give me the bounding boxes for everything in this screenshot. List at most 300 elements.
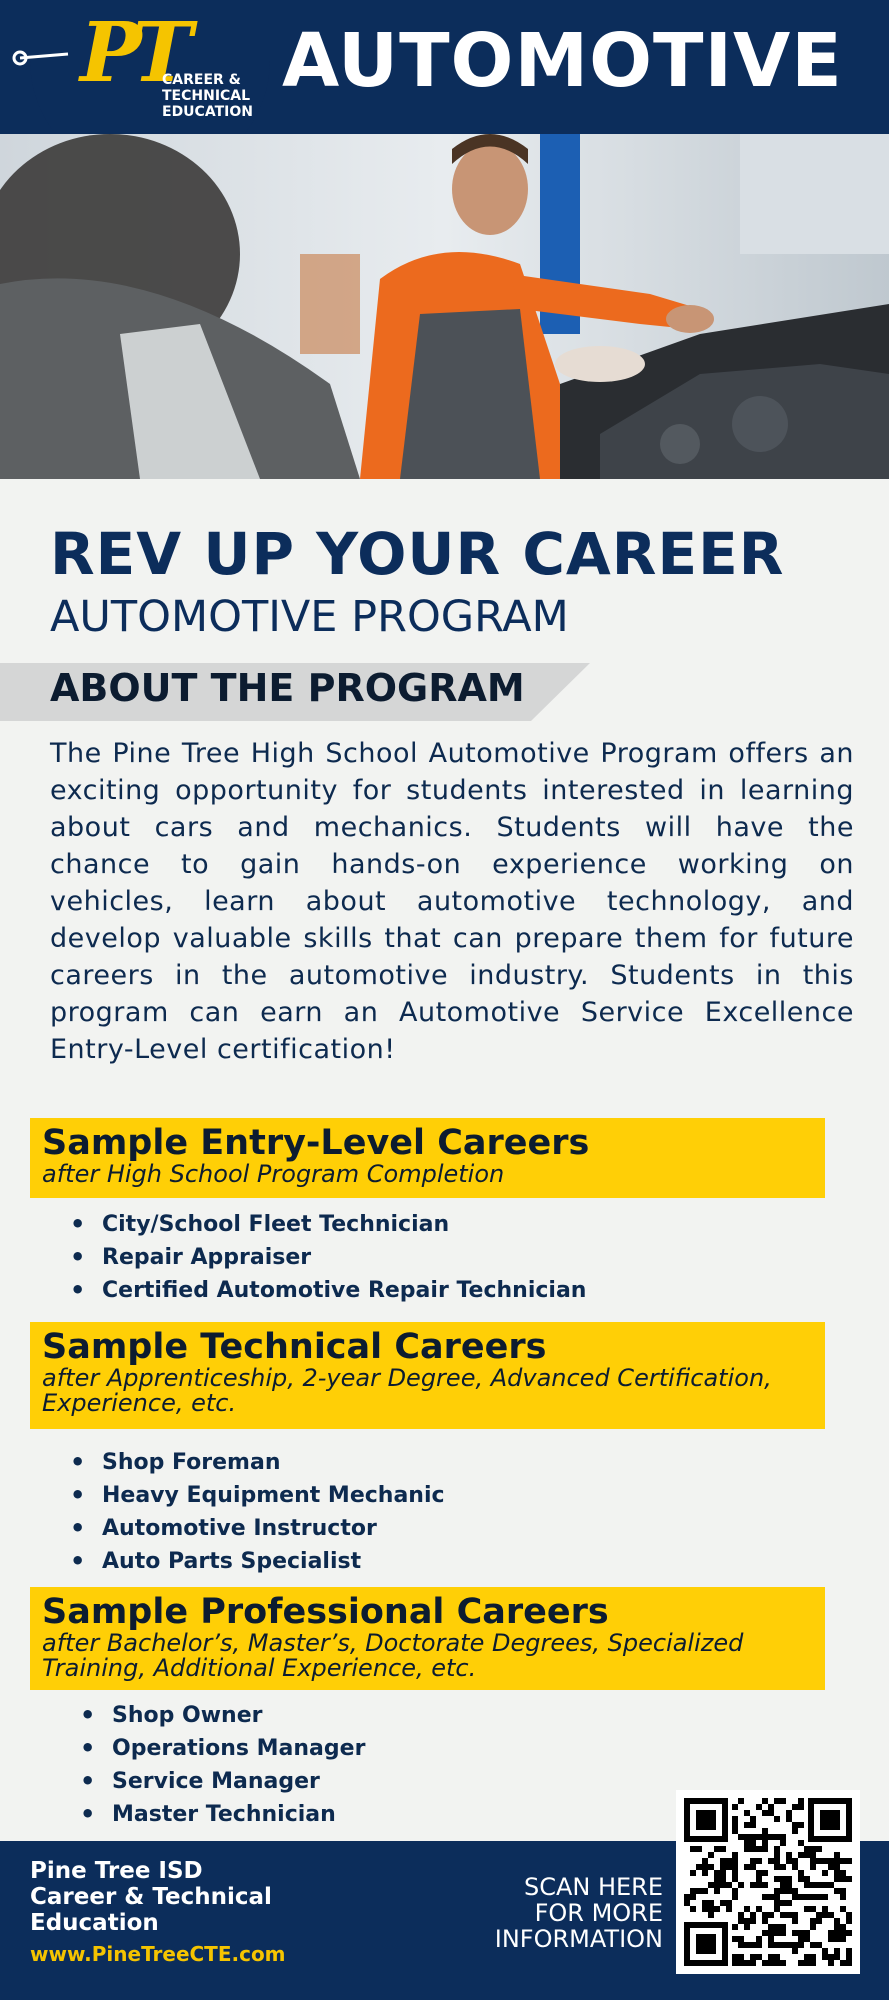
- qr-module: [780, 1912, 786, 1918]
- qr-module: [804, 1936, 810, 1942]
- qr-module: [744, 1834, 750, 1840]
- qr-module: [822, 1870, 828, 1876]
- qr-module: [840, 1858, 846, 1864]
- qr-module: [834, 1870, 840, 1876]
- qr-module: [840, 1876, 846, 1882]
- qr-module: [786, 1858, 792, 1864]
- qr-module: [696, 1888, 702, 1894]
- qr-module: [744, 1942, 750, 1948]
- list-item: • Auto Parts Specialist: [70, 1545, 445, 1578]
- section-subtitle: after Apprenticeship, 2-year Degree, Advanced Certification, Experience, etc.: [42, 1364, 772, 1417]
- qr-module: [768, 1936, 774, 1942]
- qr-module: [732, 1864, 738, 1870]
- qr-module: [714, 1846, 720, 1852]
- qr-module: [750, 1864, 756, 1870]
- qr-module: [810, 1864, 816, 1870]
- list-item: • City/School Fleet Technician: [70, 1208, 586, 1241]
- qr-module: [762, 1912, 768, 1918]
- qr-module: [762, 1828, 768, 1834]
- section-title: Sample Professional Careers: [42, 1592, 609, 1632]
- qr-module: [774, 1858, 780, 1864]
- section-subtitle: after High School Program Completion: [42, 1160, 505, 1188]
- qr-module: [816, 1894, 822, 1900]
- qr-module: [792, 1948, 798, 1954]
- qr-module: [732, 1954, 738, 1960]
- qr-module: [828, 1858, 834, 1864]
- qr-module: [732, 1858, 738, 1864]
- qr-module: [780, 1876, 786, 1882]
- page-title: AUTOMOTIVE: [282, 18, 843, 104]
- qr-module: [720, 1846, 726, 1852]
- qr-module: [756, 1876, 762, 1882]
- qr-module: [768, 1912, 774, 1918]
- qr-module: [708, 1912, 714, 1918]
- section-title: Sample Entry-Level Careers: [42, 1123, 590, 1163]
- qr-module: [816, 1942, 822, 1948]
- qr-module: [780, 1840, 786, 1846]
- qr-module: [798, 1930, 804, 1936]
- qr-module: [780, 1942, 786, 1948]
- qr-module: [828, 1930, 834, 1936]
- qr-module: [816, 1846, 822, 1852]
- qr-module: [774, 1894, 780, 1900]
- qr-module: [834, 1876, 840, 1882]
- qr-module: [702, 1864, 708, 1870]
- footer-org-name: Pine Tree ISD Career & Technical Education: [30, 1858, 272, 1936]
- qr-module: [750, 1912, 756, 1918]
- qr-module: [762, 1882, 768, 1888]
- logo-letters: PT: [80, 5, 183, 101]
- technical-careers-band: [30, 1322, 825, 1429]
- qr-module: [690, 1846, 696, 1852]
- qr-module: [822, 1912, 828, 1918]
- qr-module: [786, 1888, 792, 1894]
- qr-module: [804, 1930, 810, 1936]
- qr-module: [774, 1960, 780, 1966]
- qr-module: [762, 1894, 768, 1900]
- qr-module: [834, 1852, 840, 1858]
- qr-module: [744, 1846, 750, 1852]
- qr-module: [744, 1810, 750, 1816]
- qr-module: [804, 1954, 810, 1960]
- qr-module: [744, 1918, 750, 1924]
- qr-module: [768, 1894, 774, 1900]
- qr-module: [840, 1870, 846, 1876]
- qr-module: [780, 1834, 786, 1840]
- list-item: • Shop Foreman: [70, 1446, 445, 1479]
- professional-careers-list: [80, 1699, 365, 1831]
- qr-module: [762, 1840, 768, 1846]
- qr-module: [786, 1900, 792, 1906]
- qr-module: [762, 1870, 768, 1876]
- qr-module: [732, 1960, 738, 1966]
- qr-module: [840, 1924, 846, 1930]
- qr-module: [738, 1912, 744, 1918]
- qr-module: [840, 1894, 846, 1900]
- qr-module: [690, 1894, 696, 1900]
- qr-module: [798, 1960, 804, 1966]
- qr-module: [732, 1816, 738, 1822]
- qr-module: [768, 1930, 774, 1936]
- qr-module: [714, 1876, 720, 1882]
- qr-module: [810, 1852, 816, 1858]
- qr-module: [798, 1798, 804, 1804]
- hero-photo: [0, 134, 889, 479]
- qr-module: [846, 1918, 852, 1924]
- qr-module: [828, 1864, 834, 1870]
- qr-module: [774, 1798, 780, 1804]
- qr-module: [816, 1918, 822, 1924]
- qr-module: [834, 1936, 840, 1942]
- qr-module: [774, 1906, 780, 1912]
- qr-module: [834, 1918, 840, 1924]
- qr-module: [738, 1918, 744, 1924]
- qr-module: [774, 1942, 780, 1948]
- qr-module: [750, 1840, 756, 1846]
- qr-module: [696, 1846, 702, 1852]
- qr-module: [750, 1954, 756, 1960]
- qr-module: [804, 1882, 810, 1888]
- qr-module: [780, 1960, 786, 1966]
- section-subtitle: after Bachelor’s, Master’s, Doctorate Degrees, Specialized Training, Additional Experience, etc.: [42, 1629, 744, 1682]
- qr-module: [702, 1900, 708, 1906]
- qr-module: [822, 1906, 828, 1912]
- qr-module: [786, 1882, 792, 1888]
- qr-module: [828, 1882, 834, 1888]
- qr-module: [708, 1900, 714, 1906]
- qr-module: [846, 1858, 852, 1864]
- qr-module: [720, 1900, 726, 1906]
- qr-module: [720, 1876, 726, 1882]
- entry-level-careers-band: [30, 1118, 825, 1198]
- qr-module: [774, 1888, 780, 1894]
- qr-module: [804, 1852, 810, 1858]
- qr-module: [750, 1846, 756, 1852]
- list-item: • Heavy Equipment Mechanic: [70, 1479, 445, 1512]
- professional-careers-band: [30, 1587, 825, 1690]
- technical-careers-list: [70, 1446, 445, 1578]
- qr-module: [792, 1894, 798, 1900]
- qr-module: [792, 1864, 798, 1870]
- list-item: • Certified Automotive Repair Technician: [70, 1274, 586, 1307]
- qr-module: [768, 1942, 774, 1948]
- list-item: • Master Technician: [80, 1798, 365, 1831]
- qr-module: [744, 1822, 750, 1828]
- qr-module: [792, 1942, 798, 1948]
- qr-module: [840, 1960, 846, 1966]
- qr-module: [810, 1894, 816, 1900]
- qr-module: [804, 1876, 810, 1882]
- qr-module: [810, 1918, 816, 1924]
- qr-module: [798, 1936, 804, 1942]
- qr-module: [714, 1882, 720, 1888]
- qr-module: [846, 1930, 852, 1936]
- qr-module: [696, 1864, 702, 1870]
- qr-module: [756, 1906, 762, 1912]
- qr-module: [762, 1810, 768, 1816]
- qr-module: [732, 1876, 738, 1882]
- qr-module: [702, 1858, 708, 1864]
- qr-module: [804, 1846, 810, 1852]
- qr-module: [840, 1930, 846, 1936]
- qr-module: [750, 1960, 756, 1966]
- qr-module: [792, 1888, 798, 1894]
- qr-module: [792, 1804, 798, 1810]
- qr-module: [762, 1960, 768, 1966]
- qr-module: [810, 1942, 816, 1948]
- qr-module: [702, 1870, 708, 1876]
- scan-prompt: SCAN HERE FOR MORE INFORMATION: [494, 1873, 663, 1953]
- qr-module: [786, 1852, 792, 1858]
- qr-module: [750, 1882, 756, 1888]
- qr-module: [708, 1906, 714, 1912]
- qr-module: [774, 1954, 780, 1960]
- entry-level-careers-list: [70, 1208, 586, 1307]
- qr-module: [738, 1960, 744, 1966]
- qr-module: [792, 1828, 798, 1834]
- qr-module: [756, 1954, 762, 1960]
- qr-module: [804, 1906, 810, 1912]
- logo-text: CAREER & TECHNICAL EDUCATION: [162, 72, 253, 120]
- qr-module: [822, 1948, 828, 1954]
- about-body: The Pine Tree High School Automotive Program offers an exciting opportunity for students interested in learning about cars and mechanics. Students will have the chance to gain hands-on experience working on vehicles, learn about automotive technology, and develop valuable skills that can prepare them for future careers in the automotive industry. Students in this program can earn an Automotive Service Excellence Entry-Level certification!: [50, 738, 854, 1065]
- about-title: ABOUT THE PROGRAM: [50, 666, 525, 710]
- qr-module: [798, 1804, 804, 1810]
- qr-module: [774, 1834, 780, 1840]
- qr-module: [756, 1834, 762, 1840]
- qr-module: [762, 1798, 768, 1804]
- qr-module: [810, 1954, 816, 1960]
- qr-module: [822, 1954, 828, 1960]
- qr-module: [750, 1918, 756, 1924]
- qr-module: [792, 1912, 798, 1918]
- qr-module: [774, 1930, 780, 1936]
- qr-module: [798, 1840, 804, 1846]
- qr-module: [768, 1804, 774, 1810]
- qr-module: [804, 1960, 810, 1966]
- qr-module: [840, 1906, 846, 1912]
- qr-module: [738, 1882, 744, 1888]
- qr-module: [732, 1822, 738, 1828]
- qr-module: [726, 1858, 732, 1864]
- qr-module: [738, 1936, 744, 1942]
- qr-module: [708, 1852, 714, 1858]
- qr-module: [774, 1816, 780, 1822]
- qr-module: [702, 1888, 708, 1894]
- qr-module: [744, 1864, 750, 1870]
- qr-module: [834, 1924, 840, 1930]
- qr-module: [822, 1858, 828, 1864]
- qr-module: [738, 1798, 744, 1804]
- qr-module: [720, 1882, 726, 1888]
- qr-module: [810, 1846, 816, 1852]
- qr-module: [702, 1906, 708, 1912]
- qr-module: [768, 1954, 774, 1960]
- qr-module: [798, 1942, 804, 1948]
- qr-module: [834, 1858, 840, 1864]
- qr-module: [720, 1870, 726, 1876]
- qr-module: [798, 1876, 804, 1882]
- qr-module: [768, 1834, 774, 1840]
- list-item: • Shop Owner: [80, 1699, 365, 1732]
- qr-module: [840, 1888, 846, 1894]
- qr-module: [750, 1834, 756, 1840]
- section-title: Sample Technical Careers: [42, 1327, 547, 1367]
- qr-module: [780, 1924, 786, 1930]
- qr-module: [810, 1906, 816, 1912]
- qr-module: [756, 1846, 762, 1852]
- qr-module: [834, 1864, 840, 1870]
- qr-module: [744, 1924, 750, 1930]
- qr-module: [732, 1804, 738, 1810]
- qr-module: [834, 1948, 840, 1954]
- qr-module: [768, 1924, 774, 1930]
- qr-module: [708, 1864, 714, 1870]
- qr-code[interactable]: [676, 1790, 860, 1974]
- qr-module: [798, 1852, 804, 1858]
- cte-logo: [40, 5, 265, 130]
- qr-module: [846, 1948, 852, 1954]
- qr-module: [726, 1906, 732, 1912]
- qr-module: [750, 1816, 756, 1822]
- qr-module: [708, 1882, 714, 1888]
- qr-module: [834, 1954, 840, 1960]
- qr-module: [732, 1870, 738, 1876]
- qr-module: [726, 1900, 732, 1906]
- list-item: • Automotive Instructor: [70, 1512, 445, 1545]
- qr-module: [792, 1930, 798, 1936]
- qr-module: [732, 1828, 738, 1834]
- qr-module: [834, 1888, 840, 1894]
- qr-module: [846, 1912, 852, 1918]
- qr-module: [768, 1960, 774, 1966]
- qr-module: [744, 1840, 750, 1846]
- qr-module: [684, 1900, 690, 1906]
- qr-module: [792, 1822, 798, 1828]
- qr-module: [690, 1906, 696, 1912]
- qr-module: [828, 1960, 834, 1966]
- qr-module: [714, 1906, 720, 1912]
- qr-code-icon: [676, 1790, 860, 1974]
- qr-module: [726, 1882, 732, 1888]
- qr-module: [756, 1858, 762, 1864]
- qr-module: [684, 1894, 690, 1900]
- qr-module: [774, 1876, 780, 1882]
- qr-module: [732, 1888, 738, 1894]
- qr-module: [774, 1852, 780, 1858]
- qr-module: [726, 1864, 732, 1870]
- qr-module: [792, 1858, 798, 1864]
- qr-module: [738, 1954, 744, 1960]
- website-link[interactable]: www.PineTreeCTE.com: [30, 1942, 286, 1966]
- qr-module: [786, 1810, 792, 1816]
- qr-module: [786, 1912, 792, 1918]
- qr-module: [762, 1918, 768, 1924]
- qr-module: [732, 1936, 738, 1942]
- qr-module: [798, 1822, 804, 1828]
- qr-module: [846, 1876, 852, 1882]
- qr-module: [756, 1882, 762, 1888]
- qr-module: [786, 1942, 792, 1948]
- qr-module: [846, 1960, 852, 1966]
- qr-module: [744, 1906, 750, 1912]
- qr-module: [804, 1894, 810, 1900]
- qr-module: [834, 1930, 840, 1936]
- qr-module: [720, 1864, 726, 1870]
- subheadline: AUTOMOTIVE PROGRAM: [50, 592, 569, 642]
- qr-module: [774, 1900, 780, 1906]
- qr-module: [750, 1858, 756, 1864]
- qr-module: [780, 1900, 786, 1906]
- qr-module: [810, 1858, 816, 1864]
- qr-module: [792, 1918, 798, 1924]
- qr-module: [816, 1858, 822, 1864]
- qr-module: [732, 1852, 738, 1858]
- qr-module: [786, 1876, 792, 1882]
- qr-module: [732, 1894, 738, 1900]
- qr-module: [756, 1870, 762, 1876]
- qr-module: [780, 1882, 786, 1888]
- qr-module: [738, 1942, 744, 1948]
- qr-module: [750, 1822, 756, 1828]
- qr-module: [798, 1894, 804, 1900]
- qr-module: [714, 1870, 720, 1876]
- qr-module: [744, 1960, 750, 1966]
- qr-module: [762, 1846, 768, 1852]
- qr-module: [774, 1846, 780, 1852]
- qr-module: [738, 1834, 744, 1840]
- qr-module: [810, 1882, 816, 1888]
- qr-module: [840, 1936, 846, 1942]
- qr-module: [720, 1858, 726, 1864]
- qr-module: [690, 1870, 696, 1876]
- list-item: • Repair Appraiser: [70, 1241, 586, 1274]
- qr-module: [768, 1858, 774, 1864]
- qr-module: [756, 1804, 762, 1810]
- qr-module: [810, 1924, 816, 1930]
- qr-module: [822, 1894, 828, 1900]
- qr-module: [774, 1864, 780, 1870]
- qr-module: [756, 1936, 762, 1942]
- wrench-icon: [12, 40, 72, 80]
- qr-module: [750, 1942, 756, 1948]
- qr-module: [828, 1936, 834, 1942]
- qr-module: [690, 1888, 696, 1894]
- qr-module: [816, 1882, 822, 1888]
- qr-module: [822, 1882, 828, 1888]
- qr-module: [846, 1954, 852, 1960]
- qr-module: [816, 1912, 822, 1918]
- qr-module: [780, 1888, 786, 1894]
- headline: REV UP YOUR CAREER: [50, 520, 785, 588]
- qr-module: [828, 1912, 834, 1918]
- qr-module: [780, 1864, 786, 1870]
- qr-module: [774, 1924, 780, 1930]
- qr-module: [762, 1930, 768, 1936]
- qr-module: [756, 1942, 762, 1948]
- qr-module: [828, 1954, 834, 1960]
- qr-module: [810, 1960, 816, 1966]
- list-item: • Operations Manager: [80, 1732, 365, 1765]
- qr-module: [798, 1870, 804, 1876]
- list-item: • Service Manager: [80, 1765, 365, 1798]
- qr-module: [780, 1798, 786, 1804]
- qr-module: [768, 1810, 774, 1816]
- qr-module: [714, 1888, 720, 1894]
- qr-module: [786, 1816, 792, 1822]
- qr-module: [732, 1924, 738, 1930]
- qr-module: [780, 1930, 786, 1936]
